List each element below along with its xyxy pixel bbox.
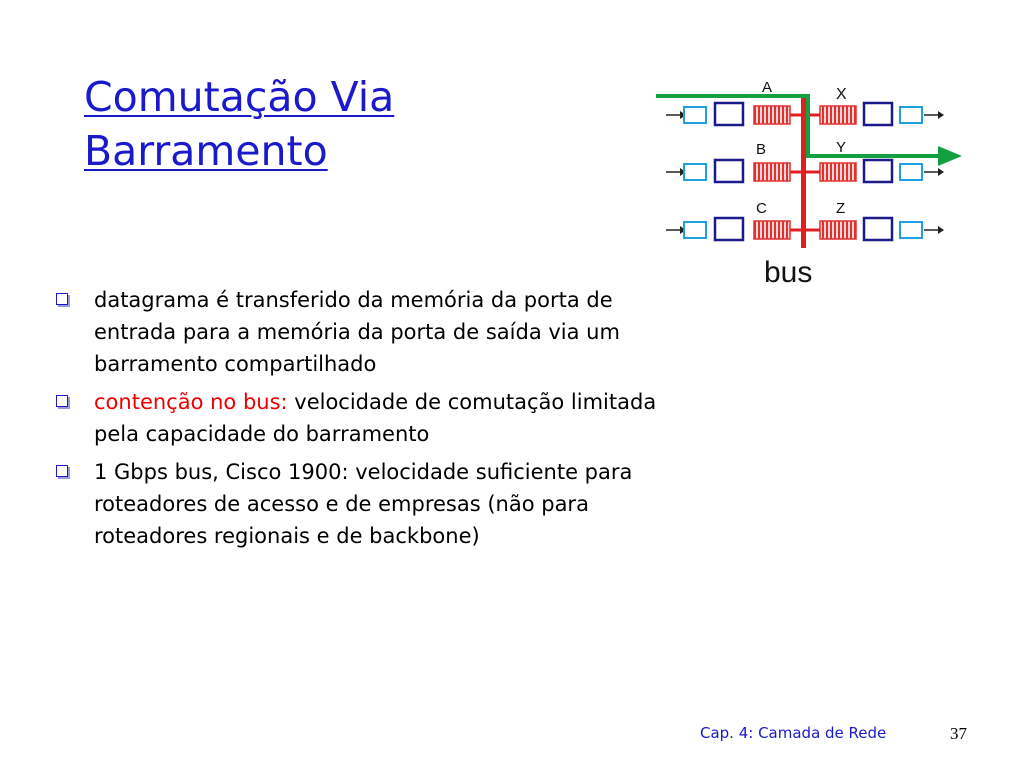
link-box <box>900 164 922 180</box>
square-bullet-icon <box>56 395 68 407</box>
port-box <box>864 160 892 182</box>
link-box <box>684 107 706 123</box>
square-bullet-icon <box>56 465 68 477</box>
input-port-c <box>666 218 790 240</box>
link-box <box>900 107 922 123</box>
buffer-queue <box>820 106 856 124</box>
port-box <box>715 103 743 125</box>
buffer-queue <box>754 221 790 239</box>
input-port-a <box>666 103 790 125</box>
port-label-x: X <box>836 86 847 103</box>
arrow-head <box>938 168 944 176</box>
square-bullet-icon <box>56 293 68 305</box>
bus-label: bus <box>764 256 813 289</box>
arrow-head <box>938 226 944 234</box>
port-box <box>715 160 743 182</box>
buffer-queue <box>820 221 856 239</box>
bus-switching-diagram <box>650 70 970 295</box>
port-label-c: C <box>756 200 767 217</box>
bullet-item <box>56 284 666 380</box>
port-box <box>864 218 892 240</box>
bullet-list <box>56 284 666 558</box>
bullet-item <box>56 456 666 552</box>
title-line-1: Comutação Via <box>84 73 395 121</box>
link-box <box>900 222 922 238</box>
buffer-queue <box>754 163 790 181</box>
output-port-y <box>820 160 944 182</box>
port-box <box>715 218 743 240</box>
port-box <box>864 103 892 125</box>
port-label-y: Y <box>836 139 847 156</box>
bullet-item <box>56 386 666 450</box>
arrow-head <box>938 111 944 119</box>
output-port-x <box>820 103 944 125</box>
port-label-a: A <box>762 79 773 96</box>
bullet-highlight: contenção no bus: <box>94 390 288 414</box>
bullet-text: velocidade de comutação limitada pela capacidade do barramento <box>94 390 657 446</box>
bullet-text: datagrama é transferido da memória da porta de entrada para a memória da porta de saída via um barramento compartilhado <box>94 288 620 376</box>
port-label-z: Z <box>836 200 846 217</box>
port-label-b: B <box>756 141 767 158</box>
bullet-text: 1 Gbps bus, Cisco 1900: velocidade suficiente para roteadores de acesso e de empresas (não para roteadores regionais e de backbone) <box>94 460 633 548</box>
page-number: 37 <box>950 724 967 743</box>
datagram-path-arrowhead <box>938 146 962 166</box>
footer-chapter: Cap. 4: Camada de Rede <box>700 724 887 742</box>
buffer-queue <box>820 163 856 181</box>
datagram-path <box>656 96 940 156</box>
title-line-2: Barramento <box>84 127 328 175</box>
input-port-b <box>666 160 790 182</box>
buffer-queue <box>754 106 790 124</box>
link-box <box>684 222 706 238</box>
shared-bus <box>801 98 806 248</box>
output-port-z <box>820 218 944 240</box>
link-box <box>684 164 706 180</box>
slide-title <box>84 70 394 178</box>
